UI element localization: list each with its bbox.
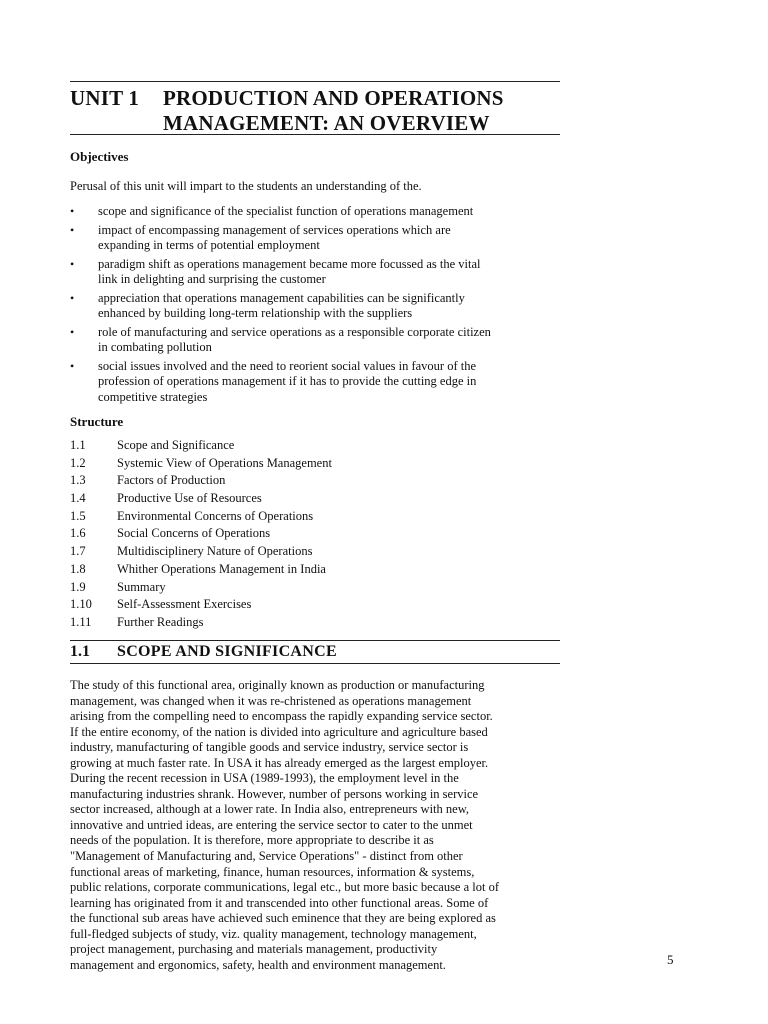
structure-item-title: Productive Use of Resources — [117, 491, 262, 506]
body-line: manufacturing industries shrank. However, number of persons working in service — [70, 786, 479, 801]
body-line: management, was changed when it was re-christened as operations management — [70, 693, 472, 708]
structure-item-title: Environmental Concerns of Operations — [117, 508, 314, 523]
structure-item — [70, 614, 560, 632]
structure-item-title: Social Concerns of Operations — [117, 526, 271, 541]
objective-line: role of manufacturing and service operations as a responsible corporate citizen — [98, 324, 491, 339]
structure-item-title: Whither Operations Management in India — [117, 561, 326, 576]
structure-item — [70, 472, 560, 490]
structure-item-number: 1.1 — [70, 438, 86, 452]
structure-heading: Structure — [70, 414, 124, 429]
objectives-intro: Perusal of this unit will impart to the students an understanding of the. — [70, 179, 422, 193]
body-line: project management, purchasing and materials management, productivity — [70, 942, 438, 957]
structure-item-number: 1.11 — [70, 614, 92, 629]
bullet-icon: • — [70, 290, 75, 305]
objective-line: impact of encompassing management of services operations which are — [98, 222, 451, 237]
unit-number: UNIT 1 — [70, 86, 140, 110]
body-line: innovative and untried ideas, are entering the service sector to cater to the unmet — [70, 817, 473, 832]
structure-item — [70, 525, 560, 543]
structure-item-number: 1.3 — [70, 473, 86, 488]
objective-line: social issues involved and the need to reorient social values in favour of the — [98, 358, 477, 373]
body-line: functional areas of marketing, finance, human resources, information & systems, — [70, 864, 475, 879]
structure-item — [70, 437, 560, 455]
body-line: full-fledged subjects of study, viz. quality management, technology management, — [70, 926, 477, 941]
objective-line: expanding in terms of potential employment — [98, 238, 320, 252]
structure-item — [70, 543, 560, 561]
objective-line: link in delighting and surprising the customer — [98, 272, 326, 286]
objective-line: profession of operations management if it has to provide the cutting edge in — [98, 374, 477, 388]
bullet-icon: • — [70, 324, 75, 339]
structure-item — [70, 561, 560, 579]
objective-line: competitive strategies — [98, 389, 208, 404]
objective-item — [70, 291, 560, 322]
body-line: growing at much faster rate. In USA it has already emerged as the largest employer. — [70, 755, 489, 770]
section-title: SCOPE AND SIGNIFICANCE — [117, 643, 337, 660]
structure-item — [70, 579, 560, 597]
objectives-list — [70, 204, 560, 408]
structure-item-title: Further Readings — [117, 614, 204, 629]
structure-item-title: Systemic View of Operations Management — [117, 455, 332, 470]
objective-line: appreciation that operations management capabilities can be significantly — [98, 290, 465, 305]
objective-item — [70, 359, 560, 406]
section-number: 1.1 — [70, 643, 90, 660]
section-heading — [70, 640, 560, 664]
bullet-icon: • — [70, 358, 75, 373]
objective-item — [70, 204, 560, 220]
structure-item-number: 1.2 — [70, 455, 86, 470]
objective-line: paradigm shift as operations management became more focussed as the vital — [98, 256, 481, 271]
structure-item — [70, 508, 560, 526]
body-line: industry, manufacturing of tangible goods and service industry, service sector is — [70, 740, 469, 755]
structure-item-number: 1.10 — [70, 597, 92, 612]
structure-item-number: 1.4 — [70, 491, 86, 506]
objectives-heading: Objectives — [70, 149, 129, 164]
body-line: If the entire economy, of the nation is divided into agriculture and agriculture based — [70, 724, 488, 739]
body-line: "Management of Manufacturing and, Service Operations" - distinct from other — [70, 849, 463, 864]
structure-item-title: Multidisciplinery Nature of Operations — [117, 544, 313, 559]
body-line: arising from the compelling need to encompass the rapidly expanding service sector. — [70, 709, 493, 724]
objective-line: in combating pollution — [98, 340, 212, 354]
objective-item — [70, 257, 560, 288]
structure-item-title: Factors of Production — [117, 473, 226, 488]
body-line: needs of the population. It is therefore, more appropriate to describe it as — [70, 833, 434, 848]
structure-item-number: 1.7 — [70, 544, 86, 559]
structure-item — [70, 596, 560, 614]
unit-title — [163, 86, 504, 136]
unit-title-line: PRODUCTION AND OPERATIONS — [163, 86, 504, 110]
body-line: sector increased, although at a lower rate. In India also, entrepreneurs with new, — [70, 802, 470, 817]
structure-item-number: 1.6 — [70, 526, 86, 541]
objective-item — [70, 325, 560, 356]
unit-title-line: MANAGEMENT: AN OVERVIEW — [163, 111, 490, 135]
objective-line: scope and significance of the specialist function of operations management — [98, 204, 474, 218]
objective-line: enhanced by building long-term relationship with the suppliers — [98, 306, 413, 320]
bullet-icon: • — [70, 204, 75, 218]
body-line: learning has originated from it and transcended into other functional areas. Some of — [70, 895, 489, 910]
structure-item-title: Summary — [117, 579, 166, 594]
structure-item — [70, 455, 560, 473]
page-number: 5 — [667, 952, 674, 967]
section-body — [70, 678, 562, 973]
body-line: the functional sub areas have achieved such eminence that they are being explored as — [70, 911, 496, 926]
structure-item-number: 1.9 — [70, 579, 86, 594]
structure-list — [70, 437, 560, 632]
body-line: During the recent recession in USA (1989-1993), the employment level in the — [70, 771, 459, 786]
structure-item-title: Self-Assessment Exercises — [117, 597, 252, 612]
body-line: management and ergonomics, safety, health and environment management. — [70, 957, 446, 972]
structure-item — [70, 490, 560, 508]
bullet-icon: • — [70, 222, 75, 237]
body-line: public relations, corporate communications, legal etc., but more basic because a lot of — [70, 880, 500, 895]
structure-item-title: Scope and Significance — [117, 438, 235, 452]
structure-item-number: 1.5 — [70, 508, 86, 523]
objective-item — [70, 223, 560, 254]
unit-heading — [70, 81, 560, 135]
body-line: The study of this functional area, originally known as production or manufacturing — [70, 678, 485, 692]
bullet-icon: • — [70, 256, 75, 271]
structure-item-number: 1.8 — [70, 561, 86, 576]
